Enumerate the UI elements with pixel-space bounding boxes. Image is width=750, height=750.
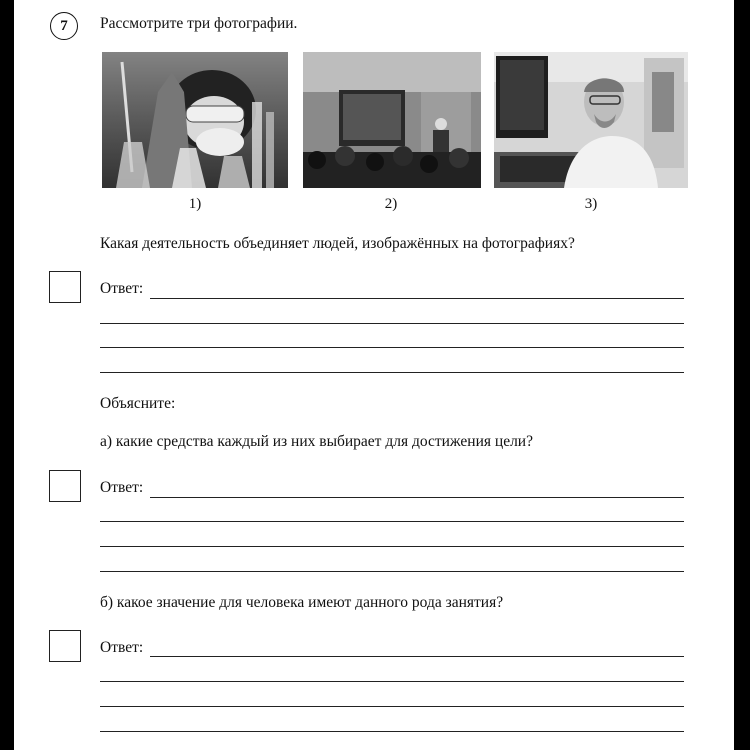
worksheet-page [14,0,734,750]
main-question: Какая деятельность объединяет людей, изображённых на фотографиях? [100,235,575,252]
answer-line-3d[interactable] [100,731,684,732]
answer-line-3b[interactable] [100,681,684,682]
photo-scientist-lab [102,52,288,188]
sub-question-b: б) какое значение для человека имеют данного рода занятия? [100,594,504,611]
sub-question-a: а) какие средства каждый из них выбирает для достижения цели? [100,433,533,450]
photo-1-caption: 1) [188,196,202,212]
question-intro: Рассмотрите три фотографии. [100,15,298,32]
answer-line-1c[interactable] [100,347,684,348]
answer-label-3: Ответ: [100,639,144,656]
answer-line-2b[interactable] [100,521,684,522]
answer-line-1d[interactable] [100,372,684,373]
answer-line-1a[interactable] [150,298,684,299]
answer-line-2a[interactable] [150,497,684,498]
answer-line-1b[interactable] [100,323,684,324]
photo-lecture [303,52,481,188]
photo-scientist-computer [494,52,688,188]
answer-box-2[interactable] [49,470,81,502]
answer-box-1[interactable] [49,271,81,303]
answer-line-2d[interactable] [100,571,684,572]
answer-label-2: Ответ: [100,479,144,496]
answer-line-2c[interactable] [100,546,684,547]
photo-2-caption: 2) [384,196,398,212]
answer-label-1: Ответ: [100,280,144,297]
answer-line-3a[interactable] [150,656,684,657]
answer-box-3[interactable] [49,630,81,662]
photo-3-caption: 3) [584,196,598,212]
answer-line-3c[interactable] [100,706,684,707]
explain-label: Объясните: [100,395,176,412]
question-number: 7 [50,12,78,40]
